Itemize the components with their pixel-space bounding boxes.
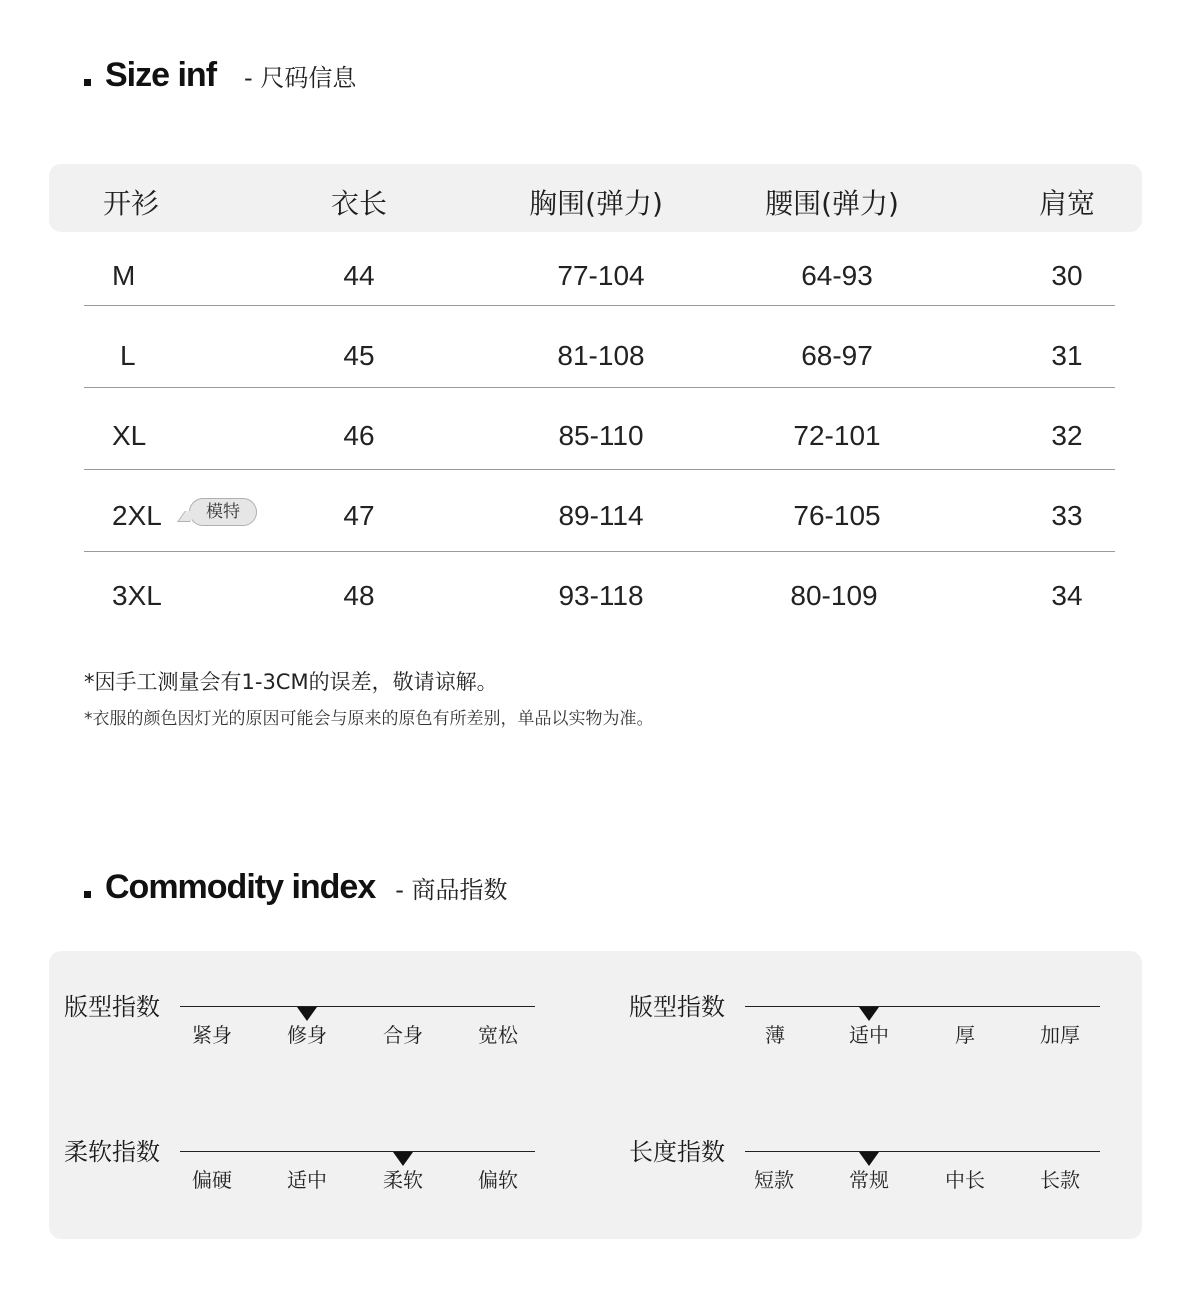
- commodity-title-cn: - 商品指数: [395, 876, 508, 904]
- index-option: 偏软: [478, 1168, 518, 1192]
- cell-chest: 93-118: [558, 580, 644, 611]
- index-option: 宽松: [478, 1023, 518, 1047]
- table-row: [84, 236, 1115, 316]
- index-scale-line: [745, 1006, 1100, 1007]
- row-divider: [84, 469, 1115, 470]
- cell-chest: 85-110: [558, 420, 644, 451]
- index-option: 紧身: [192, 1023, 232, 1047]
- index-option: 合身: [383, 1023, 423, 1047]
- index-scale-line: [180, 1151, 535, 1152]
- measurement-note: *因手工测量会有1-3CM的误差，敬请谅解。: [84, 670, 498, 694]
- cell-size: L: [120, 340, 136, 371]
- cell-waist: 68-97: [801, 340, 873, 371]
- index-option: 柔软: [383, 1168, 423, 1192]
- cell-chest: 89-114: [558, 500, 644, 531]
- index-option: 长款: [1040, 1168, 1080, 1192]
- cell-size: M: [112, 260, 136, 291]
- cell-chest: 81-108: [557, 340, 645, 371]
- cell-waist: 76-105: [793, 500, 881, 531]
- index-option: 加厚: [1040, 1023, 1080, 1047]
- table-row: [84, 396, 1115, 476]
- color-note: *衣服的颜色因灯光的原因可能会与原来的原色有所差别，单品以实物为准。: [84, 709, 654, 729]
- cell-shoulder: 31: [1051, 340, 1083, 371]
- index-scale-line: [180, 1006, 535, 1007]
- index-label: 柔软指数: [64, 1138, 160, 1166]
- index-softness: [64, 1132, 544, 1202]
- cell-chest: 77-104: [557, 260, 645, 291]
- row-divider: [84, 551, 1115, 552]
- index-option: 短款: [754, 1168, 794, 1192]
- cell-waist: 80-109: [790, 580, 878, 611]
- cell-size: XL: [112, 420, 147, 451]
- header-cardigan: 开衫: [102, 187, 160, 220]
- cell-length: 46: [343, 420, 375, 451]
- cell-length: 45: [343, 340, 375, 371]
- index-option: 厚: [955, 1023, 975, 1047]
- header-chest: 胸围(弹力): [529, 187, 663, 220]
- table-row: [84, 316, 1115, 396]
- cell-length: 44: [343, 260, 375, 291]
- title-bullet: [84, 79, 91, 86]
- index-fit: [64, 987, 544, 1057]
- cell-length: 47: [343, 500, 375, 531]
- index-option: 偏硬: [192, 1168, 232, 1192]
- index-option: 中长: [945, 1168, 985, 1192]
- size-title-en: Size inf: [105, 56, 217, 94]
- cell-shoulder: 33: [1051, 500, 1083, 531]
- cell-length: 48: [343, 580, 375, 611]
- commodity-title-en: Commodity index: [105, 868, 376, 906]
- cell-shoulder: 30: [1051, 260, 1083, 291]
- cell-waist: 64-93: [801, 260, 873, 291]
- index-option: 常规: [849, 1168, 889, 1192]
- index-length: [629, 1132, 1109, 1202]
- index-option: 修身: [287, 1023, 327, 1047]
- size-table-header: [49, 164, 1142, 232]
- row-divider: [84, 305, 1115, 306]
- index-thickness: [629, 987, 1109, 1057]
- cell-waist: 72-101: [793, 420, 881, 451]
- title-bullet: [84, 891, 91, 898]
- header-length: 衣长: [330, 187, 388, 220]
- commodity-section-title: [84, 868, 508, 907]
- table-row: [84, 476, 1115, 556]
- index-option: 适中: [849, 1023, 889, 1047]
- index-label: 版型指数: [64, 993, 160, 1021]
- cell-size: 3XL: [112, 580, 162, 611]
- index-label: 版型指数: [629, 993, 725, 1021]
- table-row: [84, 556, 1115, 636]
- index-option: 薄: [765, 1023, 785, 1047]
- header-shoulder: 肩宽: [1038, 187, 1096, 220]
- size-section-title: [84, 56, 356, 95]
- index-label: 长度指数: [629, 1138, 725, 1166]
- header-waist: 腰围(弹力): [765, 187, 899, 220]
- index-option: 适中: [287, 1168, 327, 1192]
- commodity-index-panel: [49, 951, 1142, 1239]
- cell-size: 2XL: [112, 500, 162, 531]
- cell-shoulder: 34: [1051, 580, 1083, 611]
- model-badge: 模特: [189, 498, 257, 526]
- cell-shoulder: 32: [1051, 420, 1083, 451]
- row-divider: [84, 387, 1115, 388]
- size-title-cn: - 尺码信息: [244, 64, 357, 92]
- index-scale-line: [745, 1151, 1100, 1152]
